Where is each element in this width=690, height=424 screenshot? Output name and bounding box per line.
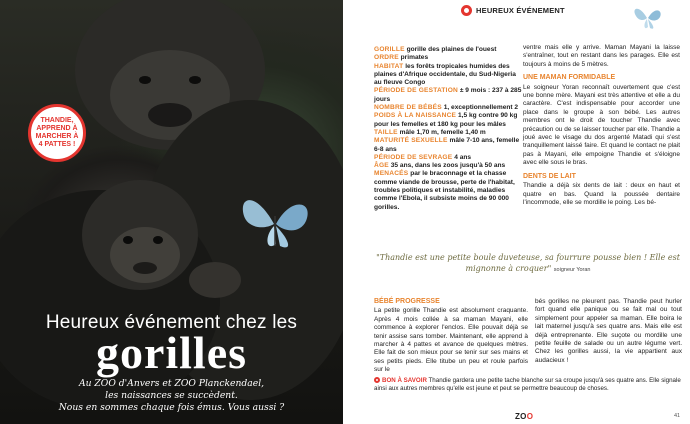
good-to-know-box <box>374 377 684 393</box>
fact-key: ORDRE <box>374 54 399 62</box>
paragraph: bés gorilles ne pleurent pas. Thandie peut hurler fort quand elle panique ou se fait mal ou tout simplement pour appeler sa maman. Elle boira le lait maternel jusqu'à ses quatre ans. Mais elle est déjà entreprenante. Elle suçote ou mordille une petite feuille de salade ou un autre légume vert. Chez les gorilles aussi, la vie appartient aux audacieux ! <box>535 298 682 364</box>
article-column-right-bottom <box>535 298 682 365</box>
fact-row <box>374 87 524 104</box>
fact-key: GORILLE <box>374 46 405 53</box>
fact-key: ÂGE <box>374 162 389 170</box>
fact-value: les forêts tropicales humides des plaines d'Afrique occidentale, du Sud-Nigeria au fleuve Congo <box>374 62 516 87</box>
fact-value: primates <box>400 54 429 62</box>
section-header <box>461 5 565 16</box>
subheading: BÉBÉ PROGRESSE <box>374 298 440 305</box>
article-column-right <box>523 44 680 209</box>
fact-value: mâle 7-10 ans, femelle 6-8 ans <box>374 137 520 153</box>
ring-icon <box>374 377 380 383</box>
fact-row <box>374 54 524 62</box>
fact-row <box>374 46 524 54</box>
badge-text: THANDIE, APPREND À MARCHER À 4 PATTES ! <box>35 117 79 148</box>
butterfly-icon <box>633 2 663 32</box>
gorilla-photo <box>0 0 343 424</box>
page-number: 41 <box>674 413 681 419</box>
subtitle-line: Nous en sommes chaque fois émus. Vous aussi ? <box>58 402 285 413</box>
quote-text: "Thandie est une petite boule duveteuse, sa fourrure pousse bien ! Elle est mignonne à croquer" <box>376 253 680 273</box>
subheading: DENTS DE LAIT <box>523 172 576 180</box>
facts-column <box>374 46 524 212</box>
text-page <box>343 0 690 424</box>
quote-author: soigneur Yoran <box>553 267 591 273</box>
subtitle <box>0 378 343 414</box>
fact-row <box>374 137 524 154</box>
fact-key: MATURITÉ SEXUELLE <box>374 137 448 145</box>
fact-value: gorille des plaines de l'ouest <box>406 46 497 53</box>
pull-quote <box>373 252 683 276</box>
paragraph: Le soigneur Yoran reconnaît ouvertement que c'est une bonne mère. Mayani est très attentive et elle a du caractère. C'est indispensable pour accorder une place dans le groupe à son bébé. Les autres membres ont le droit de toucher Thandie avec précaution ou de se laisser toucher par elle. Thandie a joué avec le visage du dos argenté Matadi qui s'est tranquillement laissé faire. Et quand le contact ne plait pas à Mayani, elle empoigne Thandie et s'éloigne avec elle sous le bras. <box>523 83 680 167</box>
headline-big: gorilles <box>95 327 248 378</box>
fact-key: HABITAT <box>374 62 404 70</box>
paragraph: Thandie a déjà six dents de lait : deux en haut et quatre en bas. Quand la poussée dentaire l'incommode, elle se mordille le poing. Les bé- <box>523 182 680 206</box>
article-column-left <box>374 293 528 375</box>
badge <box>28 104 86 162</box>
subtitle-line: Au ZOO d'Anvers et ZOO Planckendael, <box>78 378 265 389</box>
headline-small: Heureux événement chez les <box>45 312 298 333</box>
paragraph: ventre mais elle y arrive. Maman Mayani la laisse s'entraîner, tout en restant dans les parages. Elle est toujours à moins de 5 mètres. <box>523 44 680 68</box>
fact-value: 4 ans <box>454 153 472 161</box>
butterfly-icon <box>236 186 316 256</box>
subtitle-line: les naissances se succèdent. <box>105 390 238 401</box>
fact-key: NOMBRE DE BÉBÉS <box>374 104 442 112</box>
fact-value: par le braconnage et la chasse comme viande de brousse, perte de l'habitat, troubles politiques et instabilité, maladies comme l'Ebola, il subsiste moins de 90 000 gorilles. <box>374 170 515 211</box>
fact-row <box>374 112 524 129</box>
zoo-logo <box>515 412 533 421</box>
logo-text: ZO <box>515 412 527 421</box>
fact-row <box>374 170 524 211</box>
fact-row <box>374 154 524 162</box>
paragraph: La petite gorille Thandie est absolument craquante. Après 4 mois collée à sa maman Mayani, elle commence à explorer l'enclos. Elle pouvait déjà se tenir assise sans tomber. Maintenant, elle apprend à marcher à 4 pattes et avance de quelques mètres. Elle fait de son mieux pour se tenir sur ses mains et ses petits pieds. Elle titube un peu et roule parfois sur le <box>374 307 528 374</box>
aside-label: BON À SAVOIR <box>382 377 427 384</box>
ring-icon <box>461 5 472 16</box>
fact-row <box>374 63 524 88</box>
fact-value: ± 9 mois : 237 à 285 jours <box>374 87 522 103</box>
fact-key: MENACÉS <box>374 170 409 178</box>
fact-value: 1,5 kg contre 90 kg pour les femelles et 180 kg pour les mâles <box>374 112 518 128</box>
subheading: UNE MAMAN FORMIDABLE <box>523 74 616 82</box>
fact-key: TAILLE <box>374 128 398 136</box>
fact-key: PÉRIODE DE SEVRAGE <box>374 153 453 161</box>
section-label: HEUREUX ÉVÉNEMENT <box>476 6 565 15</box>
fact-key: POIDS À LA NAISSANCE <box>374 112 457 120</box>
aside-text: Thandie gardera une petite tache blanche sur sa croupe jusqu'à ses quatre ans. Elle signale ainsi aux autres membres qu'elle est jeune et peut se permettre beaucoup de choses. <box>374 377 681 392</box>
fact-key: PÉRIODE DE GESTATION <box>374 87 458 95</box>
logo-text-accent: O <box>526 412 534 421</box>
fact-value: 35 ans, dans les zoos jusqu'à 50 ans <box>390 162 506 170</box>
fact-value: mâle 1,70 m, femelle 1,40 m <box>399 128 486 136</box>
fact-value: 1, exceptionnellement 2 <box>443 104 519 112</box>
